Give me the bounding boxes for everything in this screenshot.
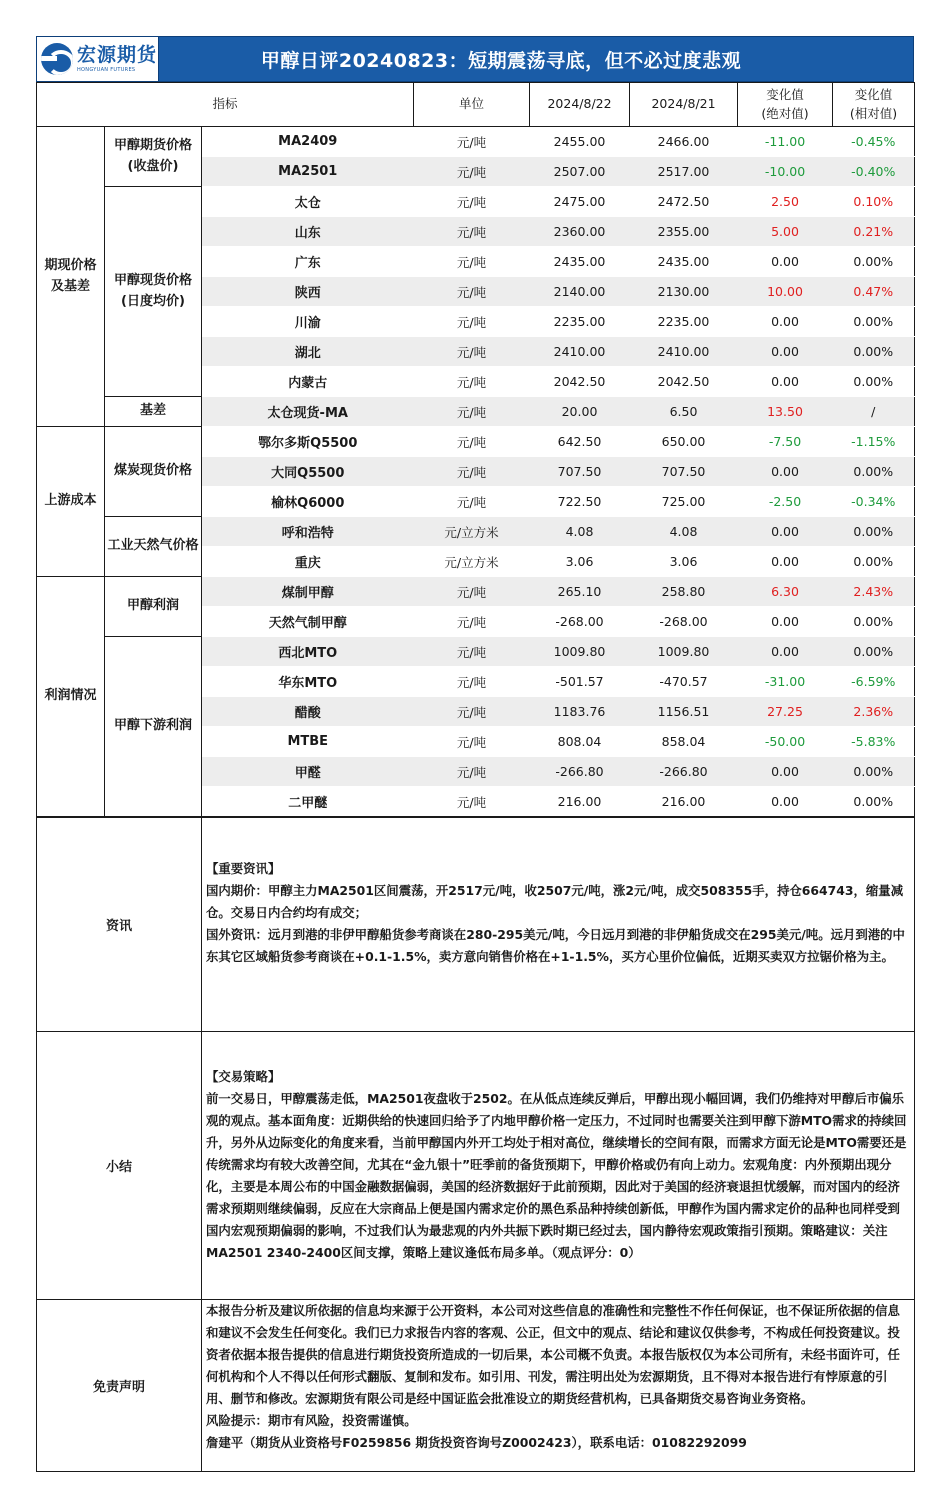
table-row bbox=[37, 127, 915, 157]
col-rel-change-line2: (相对值) bbox=[849, 105, 898, 121]
indicator-cell: 鄂尔多斯Q5500 bbox=[202, 427, 414, 457]
unit-cell: 元/吨 bbox=[414, 637, 530, 667]
indicator-cell: 太仓现货-MA bbox=[202, 397, 414, 427]
report-title: 甲醇日评20240823：短期震荡寻底，但不必过度悲观 bbox=[260, 49, 742, 72]
abs-change-cell: 0.00 bbox=[738, 637, 833, 667]
value-date-2-cell: -266.80 bbox=[630, 757, 738, 787]
rel-change-cell: 0.21% bbox=[833, 217, 915, 247]
report-sheet bbox=[36, 36, 914, 1472]
table-row bbox=[37, 577, 915, 607]
company-logo bbox=[37, 37, 159, 81]
indicator-cell: 山东 bbox=[202, 217, 414, 247]
subgroup-label: 甲醇利润 bbox=[105, 577, 202, 637]
value-date-2-cell: 4.08 bbox=[630, 517, 738, 547]
abs-change-cell: 0.00 bbox=[738, 517, 833, 547]
disclaimer-label: 免责声明 bbox=[37, 1300, 202, 1472]
news-section bbox=[37, 818, 915, 1032]
table-row bbox=[37, 427, 915, 457]
company-logo-icon bbox=[41, 43, 73, 75]
abs-change-cell: 0.00 bbox=[738, 367, 833, 397]
indicator-cell: 川渝 bbox=[202, 307, 414, 337]
table-row bbox=[37, 187, 915, 217]
value-date-1-cell: 216.00 bbox=[530, 787, 630, 817]
rel-change-cell: 0.00% bbox=[833, 757, 915, 787]
value-date-1-cell: 2140.00 bbox=[530, 277, 630, 307]
value-date-2-cell: 3.06 bbox=[630, 547, 738, 577]
table-row bbox=[37, 397, 915, 427]
subgroup-label: 甲醇现货价格(日度均价) bbox=[105, 187, 202, 397]
col-rel-change-line1: 变化值 bbox=[854, 87, 893, 103]
col-abs-change bbox=[738, 83, 833, 127]
value-date-2-cell: 6.50 bbox=[630, 397, 738, 427]
subgroup-label: 甲醇下游利润 bbox=[105, 637, 202, 817]
value-date-2-cell: 258.80 bbox=[630, 577, 738, 607]
value-date-1-cell: 2235.00 bbox=[530, 307, 630, 337]
indicator-cell: 广东 bbox=[202, 247, 414, 277]
unit-cell: 元/立方米 bbox=[414, 517, 530, 547]
subgroup-label: 煤炭现货价格 bbox=[105, 427, 202, 517]
col-indicator: 指标 bbox=[37, 83, 414, 127]
value-date-2-cell: 650.00 bbox=[630, 427, 738, 457]
disclaimer-section bbox=[37, 1300, 915, 1472]
abs-change-cell: -50.00 bbox=[738, 727, 833, 757]
rel-change-cell: / bbox=[833, 397, 915, 427]
unit-cell: 元/吨 bbox=[414, 757, 530, 787]
col-rel-change bbox=[833, 83, 915, 127]
abs-change-cell: 13.50 bbox=[738, 397, 833, 427]
news-title: 【重要资讯】 bbox=[206, 861, 281, 876]
value-date-2-cell: 216.00 bbox=[630, 787, 738, 817]
value-date-1-cell: 642.50 bbox=[530, 427, 630, 457]
col-abs-change-line1: 变化值 bbox=[766, 87, 804, 103]
value-date-2-cell: -268.00 bbox=[630, 607, 738, 637]
value-date-1-cell: 2042.50 bbox=[530, 367, 630, 397]
unit-cell: 元/吨 bbox=[414, 157, 530, 187]
unit-cell: 元/吨 bbox=[414, 247, 530, 277]
table-body bbox=[37, 127, 915, 817]
rel-change-cell: 0.00% bbox=[833, 637, 915, 667]
rel-change-cell: -1.15% bbox=[833, 427, 915, 457]
value-date-1-cell: 20.00 bbox=[530, 397, 630, 427]
table-row bbox=[37, 637, 915, 667]
unit-cell: 元/吨 bbox=[414, 307, 530, 337]
value-date-1-cell: -268.00 bbox=[530, 607, 630, 637]
value-date-1-cell: 2475.00 bbox=[530, 187, 630, 217]
indicator-cell: 西北MTO bbox=[202, 637, 414, 667]
rel-change-cell: -0.40% bbox=[833, 157, 915, 187]
unit-cell: 元/吨 bbox=[414, 457, 530, 487]
abs-change-cell: 0.00 bbox=[738, 787, 833, 817]
value-date-1-cell: 1183.76 bbox=[530, 697, 630, 727]
unit-cell: 元/吨 bbox=[414, 127, 530, 157]
rel-change-cell: 2.43% bbox=[833, 577, 915, 607]
value-date-1-cell: 722.50 bbox=[530, 487, 630, 517]
value-date-1-cell: -266.80 bbox=[530, 757, 630, 787]
subgroup-label: 工业天然气价格 bbox=[105, 517, 202, 577]
rel-change-cell: -6.59% bbox=[833, 667, 915, 697]
rel-change-cell: -0.34% bbox=[833, 487, 915, 517]
indicator-cell: 重庆 bbox=[202, 547, 414, 577]
value-date-2-cell: 1009.80 bbox=[630, 637, 738, 667]
abs-change-cell: 0.00 bbox=[738, 247, 833, 277]
summary-paragraph: 前一交易日，甲醇震荡走低，MA2501夜盘收于2502。在从低点连续反弹后，甲醇出现小幅回调，我们仍维持对甲醇后市偏乐观的观点。基本面角度：近期供给的快速回归给予了内地甲醇价格一定压力，不过同时也需要关注到甲醇下游MTO需求的持续回升，另外从边际变化的角度来看，当前甲醇国内外开工均处于相对高位，继续增长的空间有限，而需求方面无论是MTO需要还是传统需求均有较大改善空间，尤其在“金九银十”旺季前的备货预期下，甲醇价格或仍有向上动力。宏观角度：内外预期出现分化，主要是本周公布的中国金融数据偏弱，美国的经济数据好于此前预期，因此对于美国的经济衰退担忧缓解，而对国内的经济需求预期则继续偏弱，反应在大宗商品上便是国内需求定价的黑色系品种持续创新低，甲醇作为国内需求定价的品种也同样受到国内宏观预期偏弱的影响，不过我们认为最悲观的内外共振下跌时期已经过去，国内静待宏观政策指引预期。策略建议：关注MA2501 2340-2400区间支撑，策略上建议逢低布局多单。（观点评分：0） bbox=[206, 1091, 907, 1260]
abs-change-cell: 2.50 bbox=[738, 187, 833, 217]
unit-cell: 元/吨 bbox=[414, 487, 530, 517]
summary-label: 小结 bbox=[37, 1032, 202, 1300]
value-date-2-cell: 2517.00 bbox=[630, 157, 738, 187]
abs-change-cell: -7.50 bbox=[738, 427, 833, 457]
value-date-1-cell: 2455.00 bbox=[530, 127, 630, 157]
report-header bbox=[36, 36, 914, 82]
indicator-table bbox=[36, 82, 915, 817]
abs-change-cell: 0.00 bbox=[738, 307, 833, 337]
indicator-cell: MA2409 bbox=[202, 127, 414, 157]
indicator-cell: 太仓 bbox=[202, 187, 414, 217]
unit-cell: 元/吨 bbox=[414, 397, 530, 427]
indicator-cell: MA2501 bbox=[202, 157, 414, 187]
rel-change-cell: 0.47% bbox=[833, 277, 915, 307]
value-date-2-cell: 2466.00 bbox=[630, 127, 738, 157]
unit-cell: 元/吨 bbox=[414, 217, 530, 247]
disclaimer-content bbox=[202, 1300, 915, 1472]
logo-name-cn: 宏源期货 bbox=[77, 43, 158, 66]
value-date-1-cell: 2360.00 bbox=[530, 217, 630, 247]
indicator-cell: 醋酸 bbox=[202, 697, 414, 727]
abs-change-cell: 0.00 bbox=[738, 457, 833, 487]
col-unit: 单位 bbox=[414, 83, 530, 127]
rel-change-cell: -5.83% bbox=[833, 727, 915, 757]
rel-change-cell: 2.36% bbox=[833, 697, 915, 727]
value-date-1-cell: 2410.00 bbox=[530, 337, 630, 367]
abs-change-cell: -31.00 bbox=[738, 667, 833, 697]
rel-change-cell: 0.00% bbox=[833, 607, 915, 637]
value-date-2-cell: 707.50 bbox=[630, 457, 738, 487]
rel-change-cell: 0.00% bbox=[833, 337, 915, 367]
col-date-1: 2024/8/22 bbox=[530, 83, 630, 127]
abs-change-cell: 0.00 bbox=[738, 757, 833, 787]
value-date-2-cell: 725.00 bbox=[630, 487, 738, 517]
table-row bbox=[37, 517, 915, 547]
subgroup-label: 甲醇期货价格(收盘价) bbox=[105, 127, 202, 187]
value-date-2-cell: 2472.50 bbox=[630, 187, 738, 217]
summary-section bbox=[37, 1032, 915, 1300]
group-label: 上游成本 bbox=[37, 427, 105, 577]
group-label: 期现价格及基差 bbox=[37, 127, 105, 427]
news-paragraph-1: 国内期价：甲醇主力MA2501区间震荡，开2517元/吨，收2507元/吨，涨2元/吨，成交508355手，持仓664743，缩量减仓。交易日内合约均有成交； bbox=[206, 883, 904, 920]
news-label: 资讯 bbox=[37, 818, 202, 1032]
indicator-cell: 华东MTO bbox=[202, 667, 414, 697]
abs-change-cell: -2.50 bbox=[738, 487, 833, 517]
text-sections bbox=[36, 817, 915, 1472]
value-date-1-cell: 3.06 bbox=[530, 547, 630, 577]
rel-change-cell: 0.00% bbox=[833, 247, 915, 277]
indicator-cell: 湖北 bbox=[202, 337, 414, 367]
disclaimer-paragraph: 本报告分析及建议所依据的信息均来源于公开资料，本公司对这些信息的准确性和完整性不作任何保证，也不保证所依据的信息和建议不会发生任何变化。我们已力求报告内容的客观、公正，但文中的观点、结论和建议仅供参考，不构成任何投资建议。投资者依据本报告提供的信息进行期货投资所造成的一切后果，本公司概不负责。本报告版权仅为本公司所有，未经书面许可，任何机构和个人不得以任何形式翻版、复制和发布。如引用、刊发，需注明出处为宏源期货，且不得对本报告进行有悖原意的引用、删节和修改。宏源期货有限公司是经中国证监会批准设立的期货经营机构，已具备期货交易咨询业务资格。 bbox=[206, 1303, 900, 1406]
unit-cell: 元/吨 bbox=[414, 427, 530, 457]
abs-change-cell: 5.00 bbox=[738, 217, 833, 247]
value-date-1-cell: 4.08 bbox=[530, 517, 630, 547]
summary-content bbox=[202, 1032, 915, 1300]
indicator-cell: 二甲醚 bbox=[202, 787, 414, 817]
unit-cell: 元/吨 bbox=[414, 787, 530, 817]
analyst-info: 詹建平（期货从业资格号F0259856 期货投资咨询号Z0002423），联系电话：01082292099 bbox=[206, 1435, 747, 1450]
abs-change-cell: 0.00 bbox=[738, 607, 833, 637]
subgroup-label: 基差 bbox=[105, 397, 202, 427]
rel-change-cell: 0.00% bbox=[833, 787, 915, 817]
unit-cell: 元/吨 bbox=[414, 577, 530, 607]
news-paragraph-2: 国外资讯：远月到港的非伊甲醇船货参考商谈在280-295美元/吨，今日远月到港的非伊船货成交在295美元/吨。远月到港的中东其它区域船货参考商谈在+0.1-1.5%，卖方意向销售价格在+1-1.5%，买方心里价位偏低，近期买卖双方拉锯价格为主。 bbox=[206, 927, 905, 964]
unit-cell: 元/吨 bbox=[414, 667, 530, 697]
indicator-cell: 榆林Q6000 bbox=[202, 487, 414, 517]
unit-cell: 元/立方米 bbox=[414, 547, 530, 577]
unit-cell: 元/吨 bbox=[414, 727, 530, 757]
risk-warning: 风险提示：期市有风险，投资需谨慎。 bbox=[206, 1413, 417, 1428]
col-date-2: 2024/8/21 bbox=[630, 83, 738, 127]
abs-change-cell: -10.00 bbox=[738, 157, 833, 187]
summary-title: 【交易策略】 bbox=[206, 1069, 281, 1084]
value-date-2-cell: 858.04 bbox=[630, 727, 738, 757]
rel-change-cell: 0.10% bbox=[833, 187, 915, 217]
value-date-2-cell: 2235.00 bbox=[630, 307, 738, 337]
col-abs-change-line2: (绝对值) bbox=[761, 105, 809, 121]
indicator-cell: 内蒙古 bbox=[202, 367, 414, 397]
unit-cell: 元/吨 bbox=[414, 187, 530, 217]
abs-change-cell: 10.00 bbox=[738, 277, 833, 307]
value-date-1-cell: 2507.00 bbox=[530, 157, 630, 187]
value-date-1-cell: 265.10 bbox=[530, 577, 630, 607]
value-date-1-cell: 707.50 bbox=[530, 457, 630, 487]
news-content bbox=[202, 818, 915, 1032]
rel-change-cell: 0.00% bbox=[833, 517, 915, 547]
group-label: 利润情况 bbox=[37, 577, 105, 817]
indicator-cell: MTBE bbox=[202, 727, 414, 757]
unit-cell: 元/吨 bbox=[414, 607, 530, 637]
value-date-2-cell: 2355.00 bbox=[630, 217, 738, 247]
unit-cell: 元/吨 bbox=[414, 697, 530, 727]
value-date-2-cell: 2042.50 bbox=[630, 367, 738, 397]
rel-change-cell: 0.00% bbox=[833, 547, 915, 577]
rel-change-cell: 0.00% bbox=[833, 367, 915, 397]
rel-change-cell: -0.45% bbox=[833, 127, 915, 157]
value-date-1-cell: 808.04 bbox=[530, 727, 630, 757]
abs-change-cell: 27.25 bbox=[738, 697, 833, 727]
abs-change-cell: 0.00 bbox=[738, 337, 833, 367]
indicator-cell: 陕西 bbox=[202, 277, 414, 307]
value-date-1-cell: 2435.00 bbox=[530, 247, 630, 277]
indicator-cell: 天然气制甲醇 bbox=[202, 607, 414, 637]
unit-cell: 元/吨 bbox=[414, 367, 530, 397]
indicator-cell: 煤制甲醇 bbox=[202, 577, 414, 607]
value-date-2-cell: 2410.00 bbox=[630, 337, 738, 367]
value-date-2-cell: 1156.51 bbox=[630, 697, 738, 727]
indicator-cell: 呼和浩特 bbox=[202, 517, 414, 547]
unit-cell: 元/吨 bbox=[414, 337, 530, 367]
value-date-2-cell: -470.57 bbox=[630, 667, 738, 697]
indicator-cell: 甲醛 bbox=[202, 757, 414, 787]
value-date-1-cell: -501.57 bbox=[530, 667, 630, 697]
table-header-row bbox=[37, 83, 915, 127]
value-date-1-cell: 1009.80 bbox=[530, 637, 630, 667]
rel-change-cell: 0.00% bbox=[833, 307, 915, 337]
value-date-2-cell: 2435.00 bbox=[630, 247, 738, 277]
abs-change-cell: 0.00 bbox=[738, 547, 833, 577]
rel-change-cell: 0.00% bbox=[833, 457, 915, 487]
abs-change-cell: -11.00 bbox=[738, 127, 833, 157]
unit-cell: 元/吨 bbox=[414, 277, 530, 307]
indicator-cell: 大同Q5500 bbox=[202, 457, 414, 487]
value-date-2-cell: 2130.00 bbox=[630, 277, 738, 307]
abs-change-cell: 6.30 bbox=[738, 577, 833, 607]
logo-name-en: HONGYUAN FUTURES bbox=[77, 66, 136, 73]
